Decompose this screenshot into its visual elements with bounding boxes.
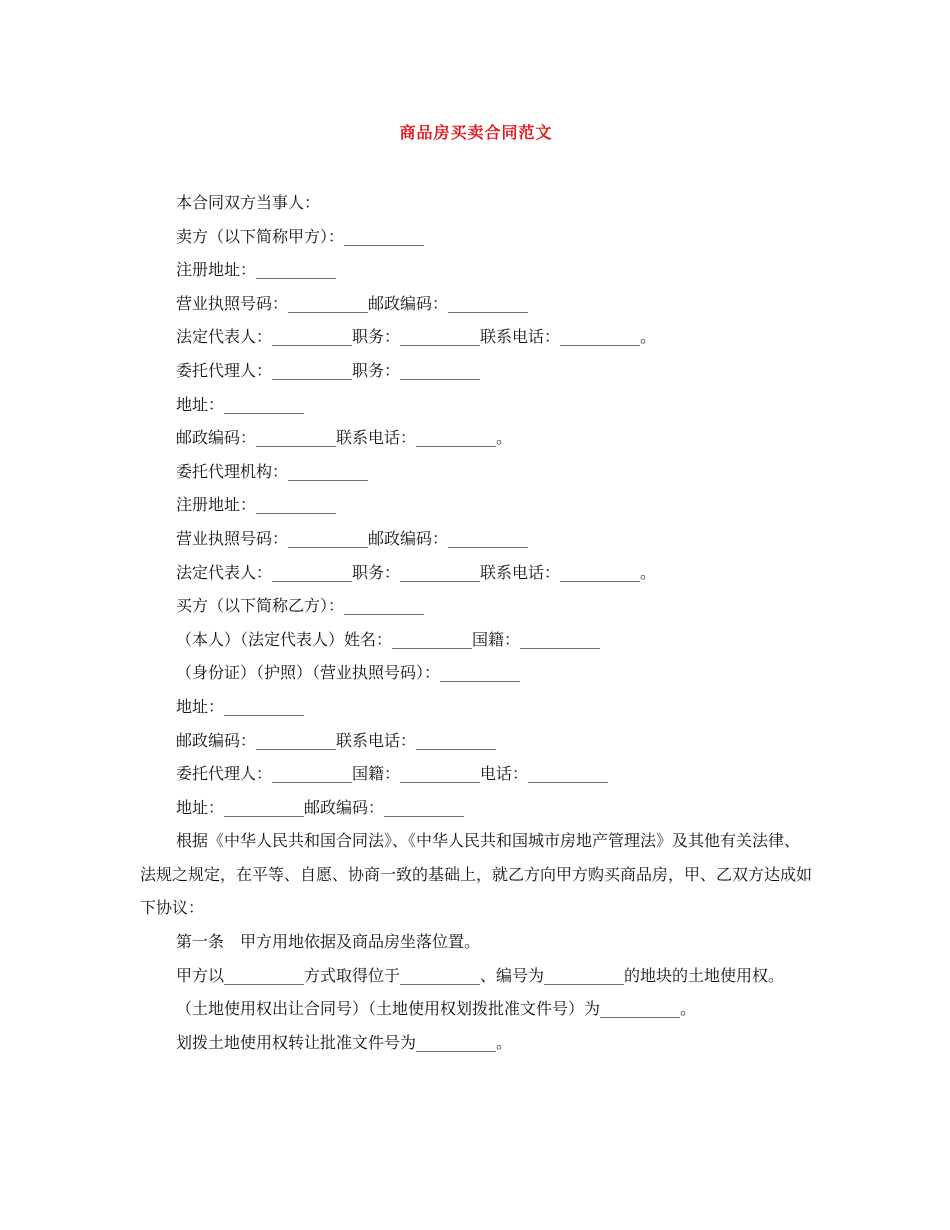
text-line: 买方（以下简称乙方）：__________ [176, 596, 425, 616]
text-line: 地址：__________ [176, 394, 305, 414]
text-line: 邮政编码：__________联系电话：__________。 [176, 428, 513, 448]
paragraph: 划拨土地使用权转让批准文件号为__________。 [176, 1032, 513, 1052]
paragraph: 根据《中华人民共和国合同法》、《中华人民共和国城市房地产管理法》及其他有关法律、法规之规定，在平等、自愿、协商一致的基础上，就乙方向甲方购买商品房，甲、乙双方达成如下协议： [140, 831, 813, 918]
text-line: （身份证）（护照）（营业执照号码）：__________ [176, 663, 521, 683]
text-line: 法定代表人：__________职务：__________联系电话：__________。 [176, 327, 657, 347]
text-line: 营业执照号码：__________邮政编码：__________ [176, 293, 529, 313]
text-line: 邮政编码：__________联系电话：__________ [176, 730, 497, 750]
text-line: 注册地址：__________ [176, 495, 337, 515]
paragraph: 甲方以__________方式取得位于__________、编号为__________的地块的土地使用权。 [176, 965, 785, 985]
text-line: 地址：__________ [176, 696, 305, 716]
text-line: （本人）（法定代表人）姓名：__________国籍：__________ [176, 629, 601, 649]
text-line: 注册地址：__________ [176, 260, 337, 280]
text-line: 营业执照号码：__________邮政编码：__________ [176, 528, 529, 548]
text-line: 法定代表人：__________职务：__________联系电话：__________。 [176, 562, 657, 582]
text-line: 地址：__________邮政编码：__________ [176, 797, 465, 817]
text-line: 委托代理人：__________职务：__________ [176, 360, 481, 380]
article-heading: 第一条 甲方用地依据及商品房坐落位置。 [176, 932, 481, 952]
text-line: 委托代理机构：__________ [176, 461, 369, 481]
text-line: 本合同双方当事人： [176, 193, 321, 212]
text-line: 委托代理人：__________国籍：__________电话：__________ [176, 764, 609, 784]
document-title: 商品房买卖合同范文 [399, 123, 553, 142]
text-line: 卖方（以下简称甲方）：__________ [176, 226, 425, 246]
paragraph: （土地使用权出让合同号）（土地使用权划拨批准文件号）为__________。 [176, 999, 697, 1019]
